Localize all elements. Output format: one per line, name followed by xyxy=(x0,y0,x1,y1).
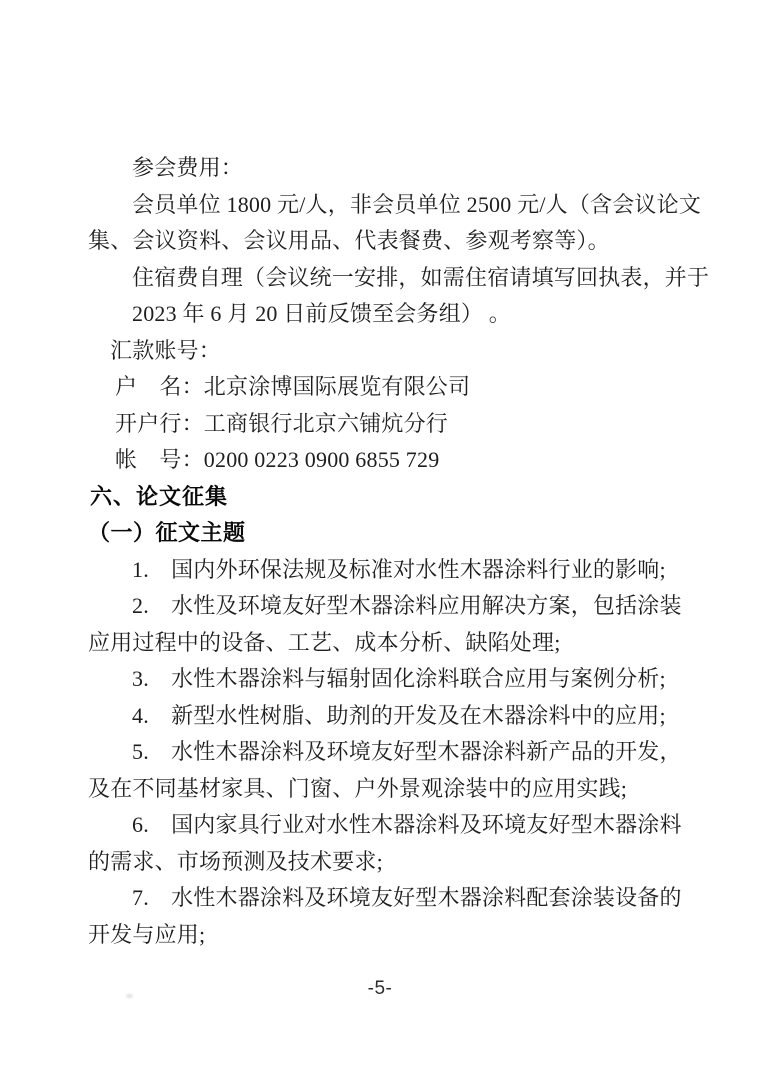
account-name-line: 户 名：北京涂博国际展览有限公司 xyxy=(115,374,471,399)
topic-item: 4. 新型水性树脂、助剂的开发及在木器涂料中的应用; xyxy=(132,702,666,728)
fee-details-line: 集、会议资料、会议用品、代表餐费、参观考察等）。 xyxy=(88,228,610,253)
topic-item-continuation: 应用过程中的设备、工艺、成本分析、缺陷处理; xyxy=(88,629,561,655)
topic-item: 1. 国内外环保法规及标准对水性木器涂料行业的影响; xyxy=(132,556,666,582)
lodging-line: 住宿费自理（会议统一安排，如需住宿请填写回执表，并于 xyxy=(132,264,710,290)
bank-branch-line: 开户行：工商银行北京六铺炕分行 xyxy=(115,410,449,436)
topic-item: 7. 水性木器涂料及环境友好型木器涂料配套涂装设备的 xyxy=(132,885,682,910)
account-number-line: 帐 号：0200 0223 0900 6855 729 xyxy=(115,447,440,472)
topic-item: 3. 水性木器涂料与辐射固化涂料联合应用与案例分析; xyxy=(132,666,666,691)
page-number: -5- xyxy=(367,978,393,999)
subsection-heading-topics: （一）征文主题 xyxy=(88,520,246,545)
topic-item-continuation: 开发与应用; xyxy=(88,921,206,947)
document-body xyxy=(88,150,738,953)
topic-item: 2. 水性及环境友好型木器涂料应用解决方案，包括涂装 xyxy=(132,593,682,618)
fees-title: 参会费用： xyxy=(132,155,244,180)
fee-details-line: 会员单位 1800 元/人，非会员单位 2500 元/人（含会议论文 xyxy=(132,191,702,217)
topic-item: 5. 水性木器涂料及环境友好型木器涂料新产品的开发， xyxy=(132,739,682,764)
lodging-line: 2023 年 6 月 20 日前反馈至会务组） 。 xyxy=(132,301,512,326)
topic-item-continuation: 的需求、市场预测及技术要求; xyxy=(88,848,383,874)
topic-item-continuation: 及在不同基材家具、门窗、户外景观涂装中的应用实践; xyxy=(88,775,628,801)
topic-item: 6. 国内家具行业对水性木器涂料及环境友好型木器涂料 xyxy=(132,812,682,837)
remittance-title: 汇款账号： xyxy=(110,337,222,363)
section-heading-paper-collection: 六、论文征集 xyxy=(90,483,229,509)
